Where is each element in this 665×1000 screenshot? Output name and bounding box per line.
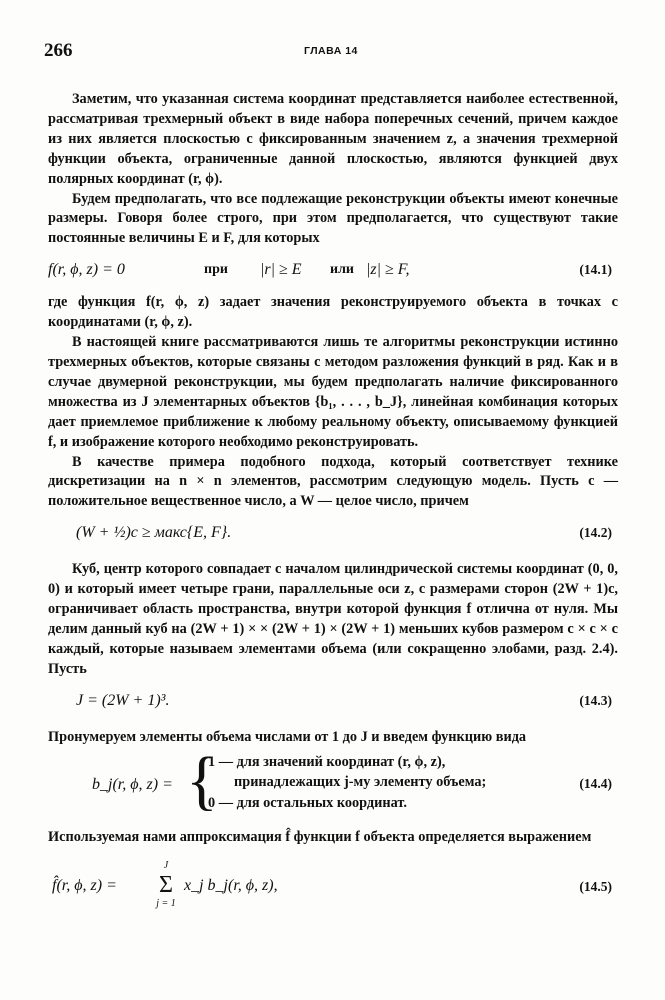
equation-condition-r: |r| ≥ E xyxy=(260,261,302,279)
equation-expression: J = (2W + 1)³. xyxy=(76,691,170,709)
equation-number: (14.2) xyxy=(579,525,612,541)
equation-14-4 xyxy=(48,743,618,822)
paragraph-series-expansion: В настоящей книге рассматриваются лишь те алгоритмы реконструкции истинно трехмерных объектов, которые связаны с методом разложения функций в ряд. Как и в случае двумерной реконструкции, мы будем предполагать наличие фиксированного множества из J элементарных объектов {b₁, . . . , b_J}, линейная комбинация которых дает приемлемое приближение к любому реальному объекту, описываемому функцией f, и изображение которого необходимо реконструировать. xyxy=(48,334,618,450)
equation-lhs: f̂(r, ϕ, z) = xyxy=(52,877,117,895)
case-one-continued: принадлежащих j-му элементу объема; xyxy=(234,773,487,790)
summation-upper-limit: J xyxy=(163,860,169,872)
running-head: ГЛАВА 14 xyxy=(304,45,358,57)
summation-lower-limit: j = 1 xyxy=(156,898,176,910)
paragraph-approximation: Используемая нами аппроксимация f̂ функции f объекта определяется выражением xyxy=(48,828,592,845)
equation-condition-z: |z| ≥ F, xyxy=(366,261,410,279)
page-body xyxy=(48,90,618,919)
paragraph-discretization-example: В качестве примера подобного подхода, который соответствует технике дискретизации на n × n элементов, рассмотрим следующую модель. Пусть c — положительное вещественное число, а W — целое число, причем xyxy=(48,453,618,510)
equation-word-pri: при xyxy=(204,262,228,278)
sigma-glyph: Σ xyxy=(159,872,173,899)
case-zero: 0 — для остальных координат. xyxy=(208,794,407,811)
equation-14-3 xyxy=(48,688,618,716)
equation-rhs: x_j b_j(r, ϕ, z), xyxy=(184,877,278,895)
paragraph-numbering: Пронумеруем элементы объема числами от 1 до J и введем функцию вида xyxy=(48,728,527,745)
paragraph-cube-definition: Куб, центр которого совпадает с началом цилиндрической системы координат (0, 0, 0) и который имеет четыре грани, параллельные оси z, с размерами сторон (2W + 1)c, ограничивает область пространства, внутри которой функция f отлична от нуля. Мы делим данный куб на (2W + 1) × × (2W + 1) × (2W + 1) меньших кубов размером c × c × c каждый, которые называем элементами объема (или сокращенно элобами, разд. 2.4). Пусть xyxy=(48,561,618,677)
equation-lhs: f(r, ϕ, z) = 0 xyxy=(48,261,125,279)
paragraph-function-definition: где функция f(r, ϕ, z) задает значения реконструируемого объекта в точках с координатами (r, ϕ, z). xyxy=(48,294,618,331)
equation-14-5 xyxy=(48,857,618,919)
equation-number: (14.4) xyxy=(579,775,612,791)
paragraph-finite-size: Будем предполагать, что все подлежащие реконструкции объекты имеют конечные размеры. Говоря более строго, при этом предполагается, что существуют такие постоянные величины E и F, для которых xyxy=(48,190,618,247)
equation-14-2 xyxy=(48,520,618,548)
page-header xyxy=(44,40,621,64)
equation-number: (14.1) xyxy=(579,262,612,278)
case-one: 1 — для значений координат (r, ϕ, z), xyxy=(208,753,446,770)
left-brace: { xyxy=(186,743,218,817)
equation-word-ili: или xyxy=(330,262,354,278)
equation-lhs: b_j(r, ϕ, z) = xyxy=(92,775,173,793)
page-number: 266 xyxy=(44,40,73,61)
summation-symbol xyxy=(152,861,180,909)
equation-expression: (W + ½)c ≥ макс{E, F}. xyxy=(76,524,232,542)
equation-number: (14.5) xyxy=(579,879,612,895)
equation-number: (14.3) xyxy=(579,692,612,708)
equation-14-1 xyxy=(48,257,618,285)
paragraph-coordinate-system: Заметим, что указанная система координат представляется наиболее естественной, рассматривая трехмерный объект в виде набора поперечных сечений, причем каждое из них является плоскостью с фиксированным значением z, а значения трехмерной функции объекта, ограниченные данной плоскостью, являются функцией двух полярных координат (r, ϕ). xyxy=(48,91,618,187)
